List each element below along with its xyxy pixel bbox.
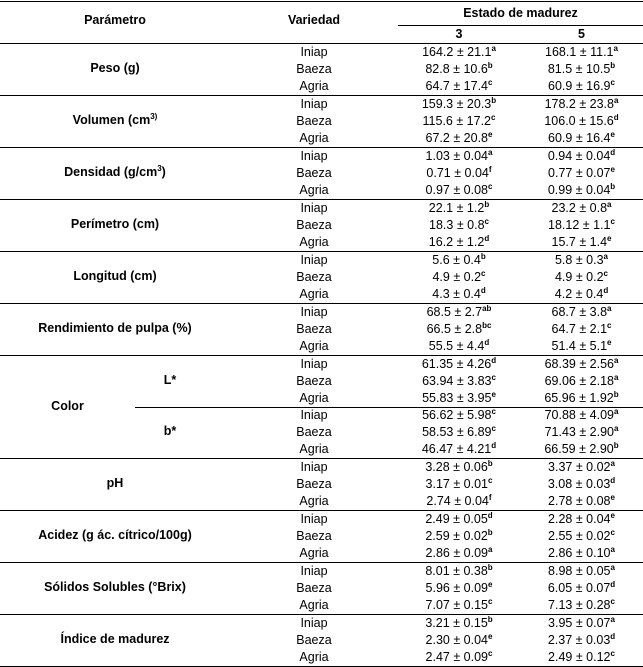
significance-letter: b (610, 61, 616, 70)
parameter-group (0, 200, 643, 252)
table-row (230, 493, 643, 510)
madurez-3-cell: 61.35 ± 4.26$^d$ (421, 356, 497, 371)
madurez-3-cell: 18.3 ± 0.8$^c$ (429, 217, 489, 232)
table-row (230, 528, 643, 545)
significance-letter: c (488, 597, 493, 606)
madurez-3-cell: 2.47 ± 0.09$^c$ (425, 649, 493, 664)
parameter-group (0, 563, 643, 615)
madurez-5-cell: 60.9 ± 16.4$^e$ (548, 130, 615, 145)
madurez-5-cell: 4.9 ± 0.2$^c$ (554, 269, 608, 284)
madurez-3-cell: 115.6 ± 17.2$^c$ (422, 113, 496, 128)
madurez-5-cell: 2.86 ± 0.10$^a$ (548, 545, 615, 560)
significance-letter: a (610, 459, 615, 468)
madurez-5-cell: 0.94 ± 0.04$^d$ (547, 148, 616, 163)
variedad-cell: Baeza (296, 62, 332, 76)
significance-letter: f (488, 493, 492, 502)
madurez-5-cell: 51.4 ± 5.1$^e$ (551, 338, 612, 353)
madurez-3-cell: 66.5 ± 2.8$^{bc}$ (426, 321, 492, 336)
variedad-cell: Baeza (296, 529, 332, 543)
madurez-5-cell: 0.77 ± 0.07$^e$ (548, 165, 615, 180)
madurez-3-cell: 3.28 ± 0.06$^b$ (425, 459, 493, 474)
madurez-5-cell: 5.8 ± 0.3$^a$ (554, 252, 608, 267)
variedad-cell: Agria (299, 235, 329, 249)
table-row (230, 96, 643, 113)
significance-letter: f (488, 165, 492, 174)
madurez-5-cell: 60.9 ± 16.9$^c$ (548, 78, 615, 93)
parameter-label: Volumen ($cm^{3)}$ (72, 112, 158, 127)
parameter-group (0, 304, 643, 356)
variedad-cell: Baeza (296, 322, 332, 336)
variedad-cell: Baeza (296, 477, 332, 491)
table-row (230, 632, 643, 649)
variedad-cell: Baeza (296, 425, 332, 439)
variedad-cell: Iniap (300, 616, 328, 630)
significance-letter: a (613, 96, 619, 105)
significance-letter: c (491, 113, 496, 122)
table-row (230, 269, 643, 286)
variedad-cell: Agria (299, 79, 329, 93)
parameter-label: pH (106, 476, 124, 490)
parameter-group (0, 44, 643, 96)
variedad-cell: Agria (299, 650, 329, 664)
madurez-5-cell: 3.08 ± 0.03$^d$ (547, 476, 616, 491)
significance-letter: e (488, 632, 493, 641)
table-row (230, 217, 643, 234)
madurez-5-cell: 2.37 ± 0.03$^d$ (547, 632, 616, 647)
table-row (230, 44, 643, 61)
madurez-3-cell: 3.21 ± 0.15$^b$ (425, 615, 493, 630)
table-row (230, 252, 643, 269)
header-variedad: Variedad (287, 13, 341, 27)
significance-letter: b (480, 252, 486, 261)
color-subparameter-label: L* (163, 372, 177, 387)
significance-letter: a (613, 424, 619, 433)
table-row (230, 165, 643, 182)
madurez-5-cell: 2.55 ± 0.02$^c$ (548, 528, 615, 543)
parameter-group (0, 511, 643, 563)
madurez-3-cell: 4.9 ± 0.2$^c$ (432, 269, 486, 284)
madurez-5-cell: 69.06 ± 2.18$^a$ (544, 373, 619, 388)
madurez-3-cell: 2.59 ± 0.02$^b$ (425, 528, 493, 543)
madurez-5-cell: 106.0 ± 15.6$^d$ (544, 113, 619, 128)
significance-letter: c (481, 269, 486, 278)
madurez-5-cell: 71.43 ± 2.90$^a$ (544, 424, 619, 439)
madurez-3-cell: 1.03 ± 0.04$^a$ (425, 148, 493, 163)
table-row (230, 78, 643, 95)
madurez-3-cell: 164.2 ± 21.1$^a$ (422, 44, 496, 59)
madurez-5-cell: 18.12 ± 1.1$^c$ (548, 217, 615, 232)
table-row (230, 356, 643, 373)
table-row (230, 459, 643, 476)
table-row (230, 113, 643, 130)
madurez-3-cell: 4.3 ± 0.4$^d$ (432, 286, 486, 301)
madurez-3-cell: 22.1 ± 1.2$^b$ (428, 200, 490, 215)
variedad-cell: Iniap (300, 408, 328, 422)
variedad-cell: Iniap (300, 97, 328, 111)
table-row (230, 597, 643, 614)
color-subparameter-label: b* (163, 423, 177, 438)
significance-letter: c (488, 78, 493, 87)
significance-letter: d (491, 356, 497, 365)
madurez-3-cell: 3.17 ± 0.01$^c$ (425, 476, 493, 491)
significance-letter: c (610, 597, 615, 606)
madurez-5-cell: 7.13 ± 0.28$^c$ (548, 597, 615, 612)
madurez-5-cell: 66.59 ± 2.90$^b$ (544, 441, 619, 456)
parameter-group-color (0, 356, 643, 459)
significance-letter: d (480, 286, 486, 295)
madurez-5-cell: 81.5 ± 10.5$^b$ (547, 61, 616, 76)
significance-letter: d (610, 476, 616, 485)
significance-letter: c (491, 373, 496, 382)
madurez-3-cell: 8.01 ± 0.38$^b$ (425, 563, 493, 578)
madurez-3-cell: 5.6 ± 0.4$^b$ (432, 252, 486, 267)
madurez-5-cell: 68.7 ± 3.8$^a$ (551, 304, 612, 319)
table-row (230, 407, 643, 424)
madurez-3-cell: 0.97 ± 0.08$^c$ (425, 182, 493, 197)
significance-letter: a (613, 356, 619, 365)
madurez-5-cell: 2.78 ± 0.08$^e$ (548, 493, 615, 508)
table-row (230, 563, 643, 580)
parameter-label: Rendimiento de pulpa (%) (38, 321, 192, 335)
parameter-label: Densidad $(g/cm^3)$ (64, 164, 166, 179)
table-row (230, 304, 643, 321)
significance-letter: e (610, 493, 615, 502)
table-row (230, 545, 643, 562)
significance-letter: d (610, 148, 616, 157)
madurez-3-cell: 2.74 ± 0.04$^f$ (426, 493, 492, 508)
table-row (230, 373, 643, 390)
madurez-5-cell: 0.99 ± 0.04$^b$ (547, 182, 616, 197)
table-row (230, 338, 643, 355)
madurez-5-cell: 68.39 ± 2.56$^a$ (544, 356, 619, 371)
significance-letter: b (487, 459, 493, 468)
variedad-cell: Iniap (300, 201, 328, 215)
madurez-5-cell: 8.98 ± 0.05$^a$ (548, 563, 615, 578)
significance-letter: a (613, 373, 619, 382)
significance-letter: d (484, 338, 490, 347)
table-row (230, 286, 643, 303)
header-sub-rule (398, 25, 643, 26)
significance-letter: ab (482, 304, 492, 313)
parameter-label: Acidez (g ác. cítrico/100g) (38, 528, 192, 542)
variedad-cell: Baeza (296, 114, 332, 128)
table-row (230, 424, 643, 441)
madurez-5-cell: 2.28 ± 0.04$^e$ (548, 511, 615, 526)
significance-letter: b (487, 61, 493, 70)
variedad-cell: Iniap (300, 357, 328, 371)
variedad-cell: Iniap (300, 564, 328, 578)
parameter-label: Longitud (cm) (73, 269, 157, 283)
significance-letter: b (613, 390, 619, 399)
madurez-3-cell: 56.62 ± 5.98$^c$ (422, 407, 496, 422)
significance-letter: c (488, 649, 493, 658)
parameter-group (0, 252, 643, 304)
parameter-label: Color (51, 398, 84, 413)
significance-letter: b (484, 200, 490, 209)
variedad-cell: Iniap (300, 512, 328, 526)
parameter-group (0, 148, 643, 200)
header-parametro: Parámetro (84, 13, 146, 27)
significance-letter: d (610, 580, 616, 589)
significance-letter: a (491, 44, 496, 53)
significance-letter: bc (482, 321, 492, 330)
significance-letter: e (488, 580, 493, 589)
parameter-label: Sólidos Solubles (°Brix) (44, 580, 186, 594)
variedad-cell: Agria (299, 131, 329, 145)
significance-letter: c (491, 424, 496, 433)
table-row (230, 441, 643, 458)
madurez-5-cell: 65.96 ± 1.92$^b$ (544, 390, 619, 405)
madurez-3-cell: 68.5 ± 2.7$^{ab}$ (426, 304, 492, 319)
variedad-cell: Agria (299, 442, 329, 456)
madurez-3-cell: 55.83 ± 3.95$^e$ (422, 390, 496, 405)
significance-letter: c (610, 78, 615, 87)
significance-letter: c (603, 269, 608, 278)
madurez-5-cell: 2.49 ± 0.12$^c$ (548, 649, 615, 664)
variedad-cell: Iniap (300, 305, 328, 319)
table-row (230, 580, 643, 597)
madurez-5-cell: 15.7 ± 1.4$^e$ (551, 234, 612, 249)
significance-letter: b (487, 615, 493, 624)
madurez-5-cell: 168.1 ± 11.1$^a$ (545, 44, 618, 59)
significance-letter: a (610, 545, 615, 554)
variedad-cell: Iniap (300, 460, 328, 474)
madurez-3-cell: 67.2 ± 20.8$^e$ (425, 130, 493, 145)
madurez-3-cell: 64.7 ± 17.4$^c$ (425, 78, 493, 93)
table-row (230, 511, 643, 528)
significance-letter: b (610, 182, 616, 191)
significance-letter: e (607, 234, 612, 243)
variedad-cell: Agria (299, 339, 329, 353)
variedad-cell: Agria (299, 287, 329, 301)
significance-letter: c (491, 407, 496, 416)
table-row (230, 234, 643, 251)
significance-letter: a (610, 615, 615, 624)
variedad-cell: Baeza (296, 374, 332, 388)
madurez-5-cell: 6.05 ± 0.07$^d$ (547, 580, 616, 595)
significance-letter: e (610, 165, 615, 174)
header-estado-madurez: Estado de madurez (463, 6, 578, 20)
parameter-group (0, 459, 643, 511)
header-col-3: 3 (455, 27, 463, 41)
significance-letter: c (607, 321, 612, 330)
table-row (230, 130, 643, 147)
madurez-3-cell: 55.5 ± 4.4$^d$ (428, 338, 490, 353)
significance-letter: e (607, 338, 612, 347)
madurez-5-cell: 178.2 ± 23.8$^a$ (544, 96, 619, 111)
variedad-cell: Baeza (296, 270, 332, 284)
madurez-3-cell: 2.86 ± 0.09$^a$ (425, 545, 493, 560)
significance-letter: c (610, 649, 615, 658)
table-row (230, 390, 643, 407)
madurez-5-cell: 23.2 ± 0.8$^a$ (551, 200, 612, 215)
parameter-label: Índice de madurez (60, 632, 170, 646)
madurez-3-cell: 82.8 ± 10.6$^b$ (425, 61, 493, 76)
table-row (230, 321, 643, 338)
table-row (230, 649, 643, 666)
significance-letter: a (488, 148, 493, 157)
variedad-cell: Iniap (300, 149, 328, 163)
header-col-5: 5 (578, 27, 585, 41)
significance-letter: a (488, 545, 493, 554)
significance-letter: c (488, 476, 493, 485)
significance-letter: b (613, 441, 619, 450)
madurez-3-cell: 0.71 ± 0.04$^f$ (426, 165, 492, 180)
significance-letter: c (488, 182, 493, 191)
madurez-5-cell: 4.2 ± 0.4$^d$ (554, 286, 609, 301)
madurez-3-cell: 46.47 ± 4.21$^d$ (421, 441, 497, 456)
significance-letter: b (487, 563, 493, 572)
madurez-3-cell: 159.3 ± 20.3$^b$ (421, 96, 497, 111)
madurez-3-cell: 2.30 ± 0.04$^e$ (425, 632, 493, 647)
significance-letter: d (491, 441, 497, 450)
table-header (0, 0, 643, 44)
table-row (230, 61, 643, 78)
variedad-cell: Agria (299, 183, 329, 197)
parameter-group (0, 96, 643, 148)
madurez-3-cell: 16.2 ± 1.2$^d$ (428, 234, 490, 249)
significance-letter: b (487, 528, 493, 537)
significance-letter: a (607, 200, 612, 209)
table-row (230, 200, 643, 217)
significance-letter: c (610, 217, 615, 226)
significance-letter: a (603, 252, 608, 261)
variedad-cell: Baeza (296, 218, 332, 232)
madurez-3-cell: 7.07 ± 0.15$^c$ (425, 597, 493, 612)
madurez-3-cell: 2.49 ± 0.05$^d$ (425, 511, 493, 526)
significance-letter: d (613, 113, 619, 122)
variedad-cell: Agria (299, 546, 329, 560)
madurez-3-cell: 58.53 ± 6.89$^c$ (422, 424, 496, 439)
significance-letter: d (487, 511, 493, 520)
variedad-cell: Baeza (296, 581, 332, 595)
significance-letter: c (484, 217, 489, 226)
variedad-cell: Agria (299, 598, 329, 612)
madurez-5-cell: 64.7 ± 2.1$^c$ (551, 321, 612, 336)
table-row (230, 615, 643, 632)
variedad-cell: Baeza (296, 633, 332, 647)
variedad-cell: Baeza (296, 166, 332, 180)
table-row (230, 182, 643, 199)
parameter-label: Peso (g) (90, 61, 140, 75)
significance-letter: a (610, 563, 615, 572)
significance-letter: c (610, 528, 615, 537)
variedad-cell: Agria (299, 391, 329, 405)
table-row (230, 476, 643, 493)
madurez-5-cell: 3.37 ± 0.02$^a$ (548, 459, 615, 474)
significance-letter: d (484, 234, 490, 243)
madurez-3-cell: 5.96 ± 0.09$^e$ (425, 580, 493, 595)
significance-letter: d (610, 632, 616, 641)
madurez-5-cell: 3.95 ± 0.07$^a$ (548, 615, 615, 630)
variedad-cell: Iniap (300, 253, 328, 267)
significance-letter: e (488, 130, 493, 139)
variedad-cell: Agria (299, 494, 329, 508)
table-row (230, 148, 643, 165)
significance-letter: d (603, 286, 609, 295)
significance-letter: a (613, 407, 619, 416)
significance-letter: e (491, 390, 496, 399)
parameter-label: Perímetro (cm) (70, 217, 160, 231)
significance-letter: a (613, 44, 618, 53)
significance-letter: b (491, 96, 497, 105)
parameter-group (0, 615, 643, 667)
significance-letter: e (610, 130, 615, 139)
madurez-5-cell: 70.88 ± 4.09$^a$ (544, 407, 619, 422)
madurez-3-cell: 63.94 ± 3.83$^c$ (422, 373, 496, 388)
significance-letter: e (610, 511, 615, 520)
variedad-cell: Iniap (300, 45, 328, 59)
significance-letter: a (607, 304, 612, 313)
